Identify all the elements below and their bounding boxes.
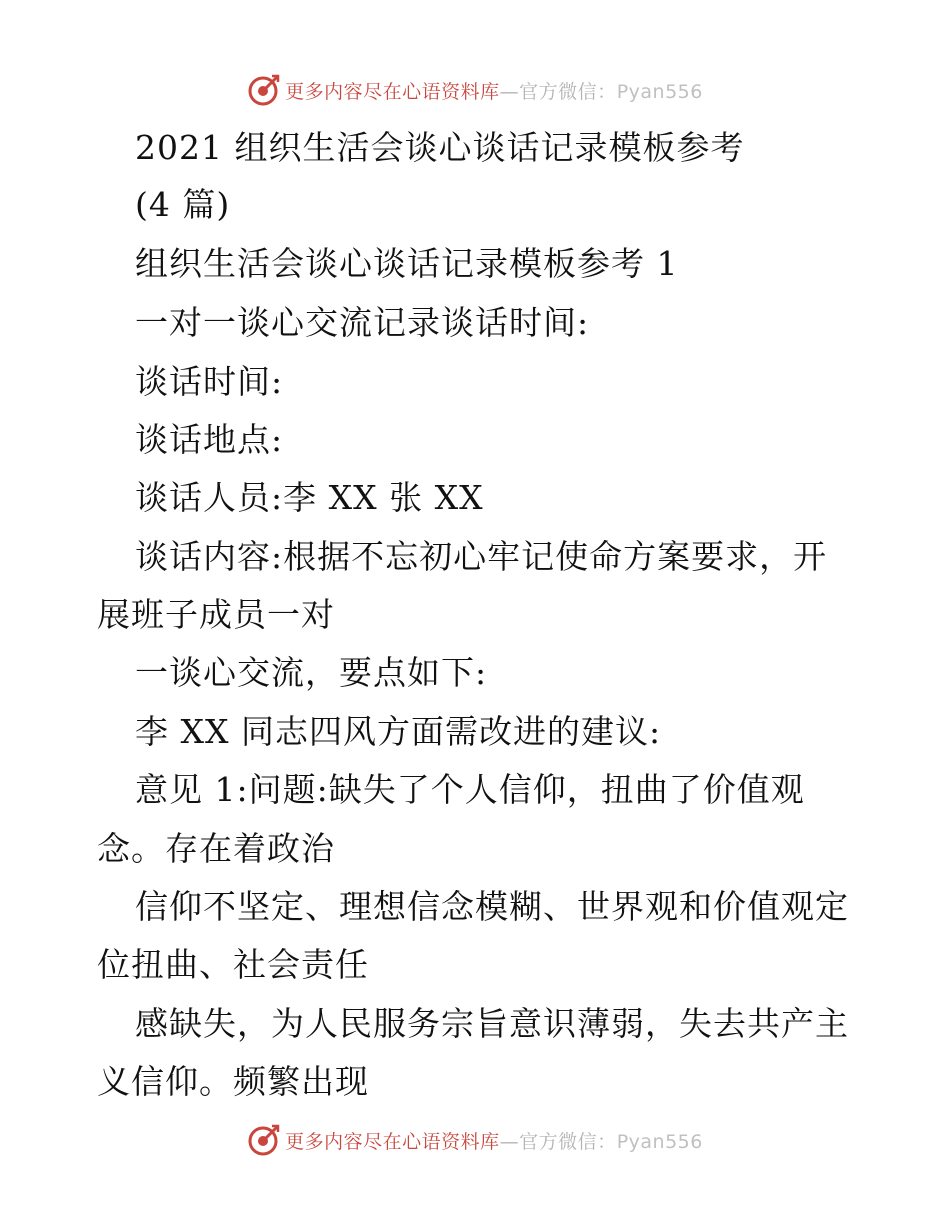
document-line: 李 XX 同志四风方面需改进的建议:	[135, 712, 662, 751]
document-line: 谈话内容:根据不忘初心牢记使命方案要求，开	[135, 537, 828, 576]
document-line: 展班子成员一对	[97, 595, 335, 634]
watermark-wechat-id: Pyan556	[616, 1130, 703, 1153]
document-line: 意见 1:问题:缺失了个人信仰，扭曲了价值观	[135, 770, 805, 809]
document-line: 谈话时间:	[135, 362, 284, 401]
watermark-separator: —	[499, 1130, 520, 1153]
document-line: 感缺失，为人民服务宗旨意识薄弱，失去共产主	[135, 1004, 849, 1043]
watermark-wechat-label: 官方微信：	[519, 1130, 617, 1153]
watermark-text	[285, 1127, 703, 1154]
document-line: 信仰不坚定、理想信念模糊、世界观和价值观定	[135, 887, 849, 926]
watermark-separator: —	[499, 80, 520, 103]
document-title-line2: (4 篇)	[135, 185, 231, 224]
watermark-wechat-id: Pyan556	[616, 80, 703, 103]
logo-icon	[247, 73, 281, 107]
document-line: 义信仰。频繁出现	[97, 1062, 369, 1101]
watermark-site: 更多内容尽在心语资料库	[285, 1130, 500, 1153]
footer-watermark	[0, 1120, 950, 1160]
header-watermark	[0, 70, 950, 110]
document-subtitle: 组织生活会谈心谈话记录模板参考 1	[135, 244, 679, 283]
document-line: 一谈心交流，要点如下:	[135, 653, 488, 692]
logo-icon	[247, 1123, 281, 1157]
watermark-site: 更多内容尽在心语资料库	[285, 80, 500, 103]
document-line: 谈话地点:	[135, 420, 284, 459]
document-line: 谈话人员:李 XX 张 XX	[135, 478, 484, 517]
document-title-line1: 2021 组织生活会谈心谈话记录模板参考	[135, 128, 745, 167]
document-line: 位扭曲、社会责任	[97, 945, 369, 984]
document-line: 一对一谈心交流记录谈话时间:	[135, 303, 590, 342]
watermark-text	[285, 77, 703, 104]
document-line: 念。存在着政治	[97, 829, 335, 868]
watermark-wechat-label: 官方微信：	[519, 80, 617, 103]
